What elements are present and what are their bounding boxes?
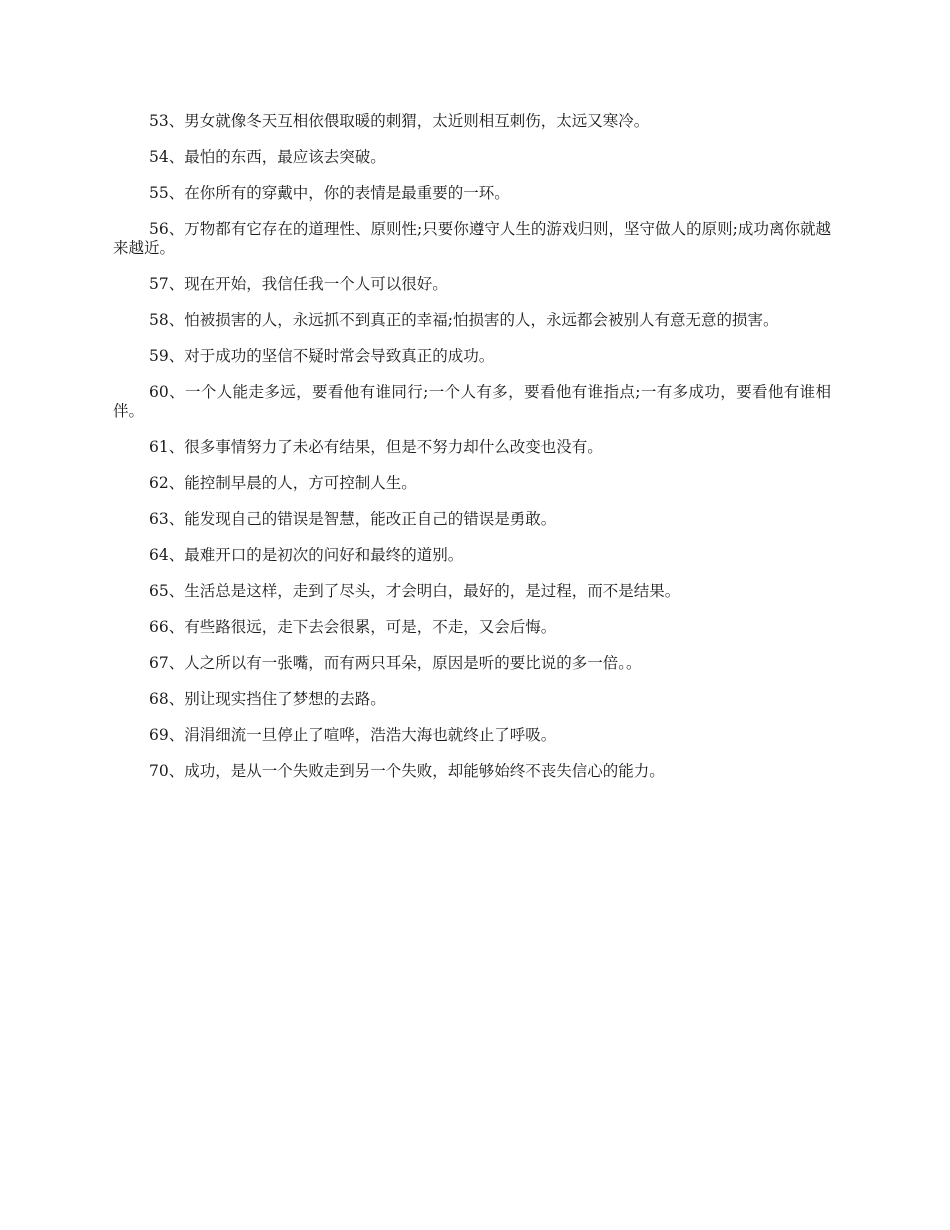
paragraph-58: 58、怕被损害的人，永远抓不到真正的幸福;怕损害的人，永远都会被别人有意无意的损害。 (149, 311, 779, 329)
paragraph-70: 70、成功，是从一个失败走到另一个失败，却能够始终不丧失信心的能力。 (149, 762, 665, 780)
paragraph-64: 64、最难开口的是初次的问好和最终的道别。 (149, 546, 464, 564)
paragraph-62: 62、能控制早晨的人，方可控制人生。 (149, 474, 417, 492)
paragraph-66: 66、有些路很远，走下去会很累，可是，不走，又会后悔。 (149, 618, 557, 636)
paragraph-61: 61、很多事情努力了未必有结果，但是不努力却什么改变也没有。 (149, 438, 603, 456)
paragraph-53: 53、男女就像冬天互相依偎取暖的刺猬，太近则相互刺伤，太远又寒冷。 (149, 112, 650, 130)
paragraph-57: 57、现在开始，我信任我一个人可以很好。 (149, 275, 448, 293)
paragraph-63: 63、能发现自己的错误是智慧，能改正自己的错误是勇敢。 (149, 510, 557, 528)
paragraph-68: 68、别让现实挡住了梦想的去路。 (149, 690, 386, 708)
paragraph-59: 59、对于成功的坚信不疑时常会导致真正的成功。 (149, 347, 495, 365)
paragraph-56: 56、万物都有它存在的道理性、原则性;只要你遵守人生的游戏归则，坚守做人的原则;成功离你就越来越近。 (113, 220, 831, 257)
paragraph-67: 67、人之所以有一张嘴，而有两只耳朵，原因是听的要比说的多一倍。。 (149, 654, 642, 672)
paragraph-69: 69、涓涓细流一旦停止了喧哗，浩浩大海也就终止了呼吸。 (149, 726, 557, 744)
document-body (113, 112, 831, 798)
paragraph-65: 65、生活总是这样，走到了尽头，才会明白，最好的，是过程，而不是结果。 (149, 582, 681, 600)
paragraph-60: 60、一个人能走多远，要看他有谁同行;一个人有多，要看他有谁指点;一有多成功，要看他有谁相伴。 (113, 383, 831, 420)
paragraph-55: 55、在你所有的穿戴中，你的表情是最重要的一环。 (149, 184, 510, 202)
paragraph-54: 54、最怕的东西，最应该去突破。 (149, 148, 386, 166)
